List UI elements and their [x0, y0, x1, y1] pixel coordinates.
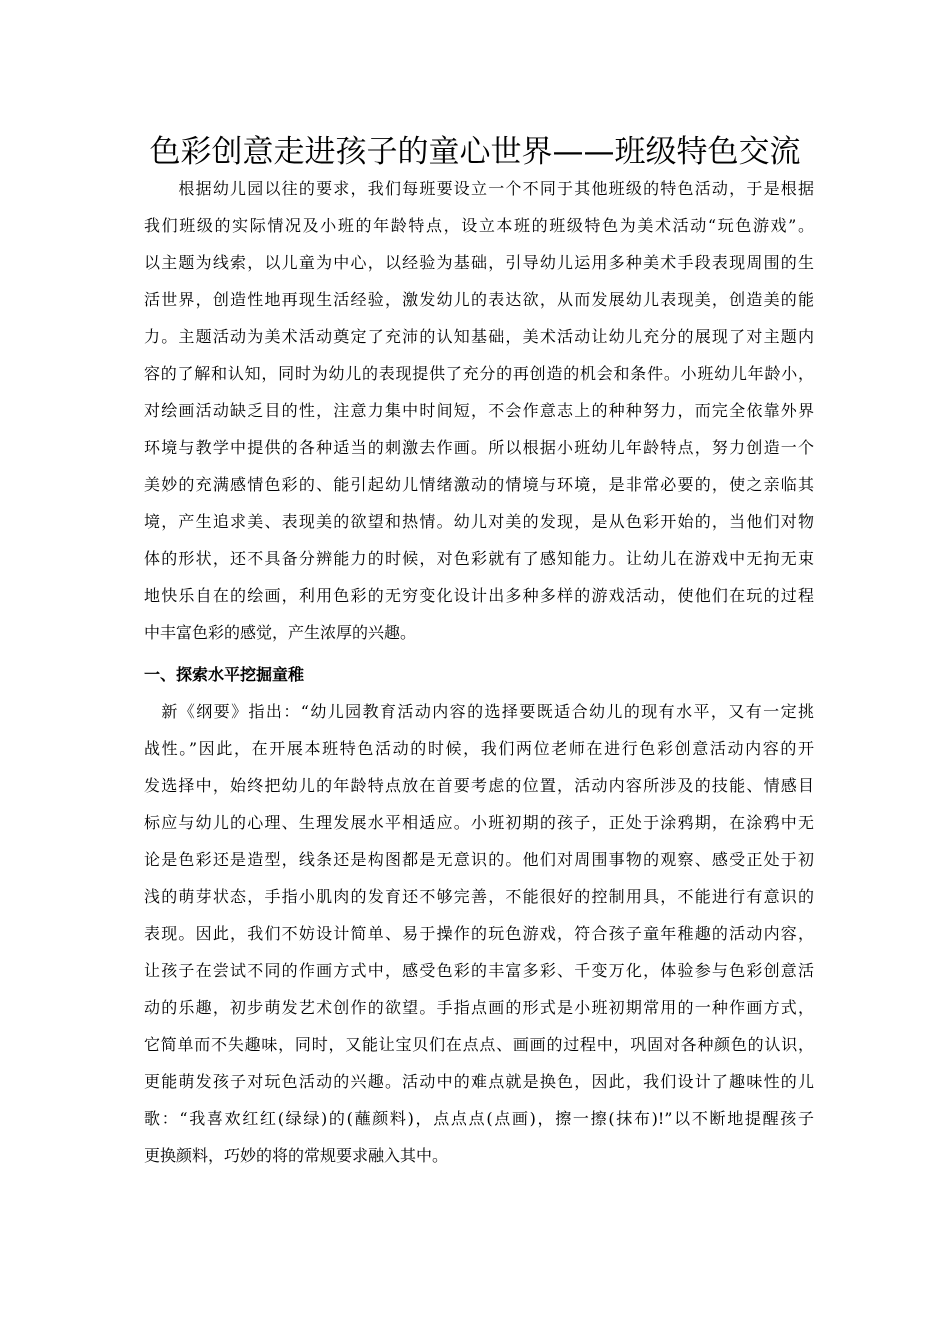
paragraph-line: 发选择中，始终把幼儿的年龄特点放在首要考虑的位置，活动内容所涉及的技能、情感目: [144, 776, 814, 795]
paragraph-line: 标应与幼儿的心理、生理发展水平相适应。小班初期的孩子，正处于涂鸦期，在涂鸦中无: [144, 813, 814, 832]
paragraph-line: 境，产生追求美、表现美的欲望和热情。幼儿对美的发现，是从色彩开始的，当他们对物: [144, 512, 814, 531]
paragraph-line: 更能萌发孩子对玩色活动的兴趣。活动中的难点就是换色，因此，我们设计了趣味性的儿: [144, 1072, 814, 1091]
paragraph-line: 新《纲要》指出：“幼儿园教育活动内容的选择要既适合幼儿的现有水平，又有一定挑: [144, 702, 814, 721]
document-title: 色彩创意走进孩子的童心世界——班级特色交流: [149, 134, 801, 170]
paragraph-line: 体的形状，还不具备分辨能力的时候，对色彩就有了感知能力。让幼儿在游戏中无拘无束: [144, 549, 814, 568]
paragraph-line: 根据幼儿园以往的要求，我们每班要设立一个不同于其他班级的特色活动，于是根据: [144, 179, 814, 198]
paragraph-line: 它简单而不失趣味，同时，又能让宝贝们在点点、画画的过程中，巩固对各种颜色的认识，: [144, 1035, 814, 1054]
paragraph-line: 论是色彩还是造型，线条还是构图都是无意识的。他们对周围事物的观察、感受正处于初: [144, 850, 814, 869]
paragraph-line: 活世界，创造性地再现生活经验，激发幼儿的表达欲，从而发展幼儿表现美，创造美的能: [144, 290, 814, 309]
paragraph-line: 环境与教学中提供的各种适当的刺激去作画。所以根据小班幼儿年龄特点，努力创造一个: [144, 438, 814, 457]
paragraph-line: 我们班级的实际情况及小班的年龄特点，设立本班的班级特色为美术活动“玩色游戏”。: [144, 216, 814, 235]
paragraph-line: 地快乐自在的绘画，利用色彩的无穷变化设计出多种多样的游戏活动，使他们在玩的过程: [144, 586, 814, 605]
paragraph-line: 容的了解和认知，同时为幼儿的表现提供了充分的再创造的机会和条件。小班幼儿年龄小，: [144, 364, 814, 383]
section-heading: 一、探索水平挖掘童稚: [144, 665, 305, 684]
paragraph-line: 表现。因此，我们不妨设计简单、易于操作的玩色游戏，符合孩子童年稚趣的活动内容，: [144, 924, 814, 943]
paragraph-line: 战性。”因此，在开展本班特色活动的时候，我们两位老师在进行色彩创意活动内容的开: [144, 739, 814, 758]
paragraph-line: 动的乐趣，初步萌发艺术创作的欲望。手指点画的形式是小班初期常用的一种作画方式，: [144, 998, 814, 1017]
paragraph-line: 中丰富色彩的感觉，产生浓厚的兴趣。: [144, 623, 417, 642]
paragraph-section1: [144, 693, 814, 1174]
paragraph-line: 对绘画活动缺乏目的性，注意力集中时间短，不会作意志上的种种努力，而完全依靠外界: [144, 401, 814, 420]
paragraph-line: 以主题为线索，以儿童为中心，以经验为基础，引导幼儿运用多种美术手段表现周围的生: [144, 253, 814, 272]
paragraph-intro: [144, 170, 814, 651]
paragraph-line: 歌：“我喜欢红红(绿绿)的(蘸颜料)，点点点(点画)，擦一擦(抹布)!”以不断地提醒孩子: [144, 1109, 814, 1128]
paragraph-line: 力。主题活动为美术活动奠定了充沛的认知基础，美术活动让幼儿充分的展现了对主题内: [144, 327, 814, 346]
paragraph-line: 更换颜料，巧妙的将的常规要求融入其中。: [144, 1146, 449, 1165]
paragraph-line: 浅的萌芽状态，手指小肌肉的发育还不够完善，不能很好的控制用具，不能进行有意识的: [144, 887, 814, 906]
paragraph-line: 让孩子在尝试不同的作画方式中，感受色彩的丰富多彩、千变万化，体验参与色彩创意活: [144, 961, 814, 980]
paragraph-line: 美妙的充满感情色彩的、能引起幼儿情绪激动的情境与环境，是非常必要的，使之亲临其: [144, 475, 814, 494]
